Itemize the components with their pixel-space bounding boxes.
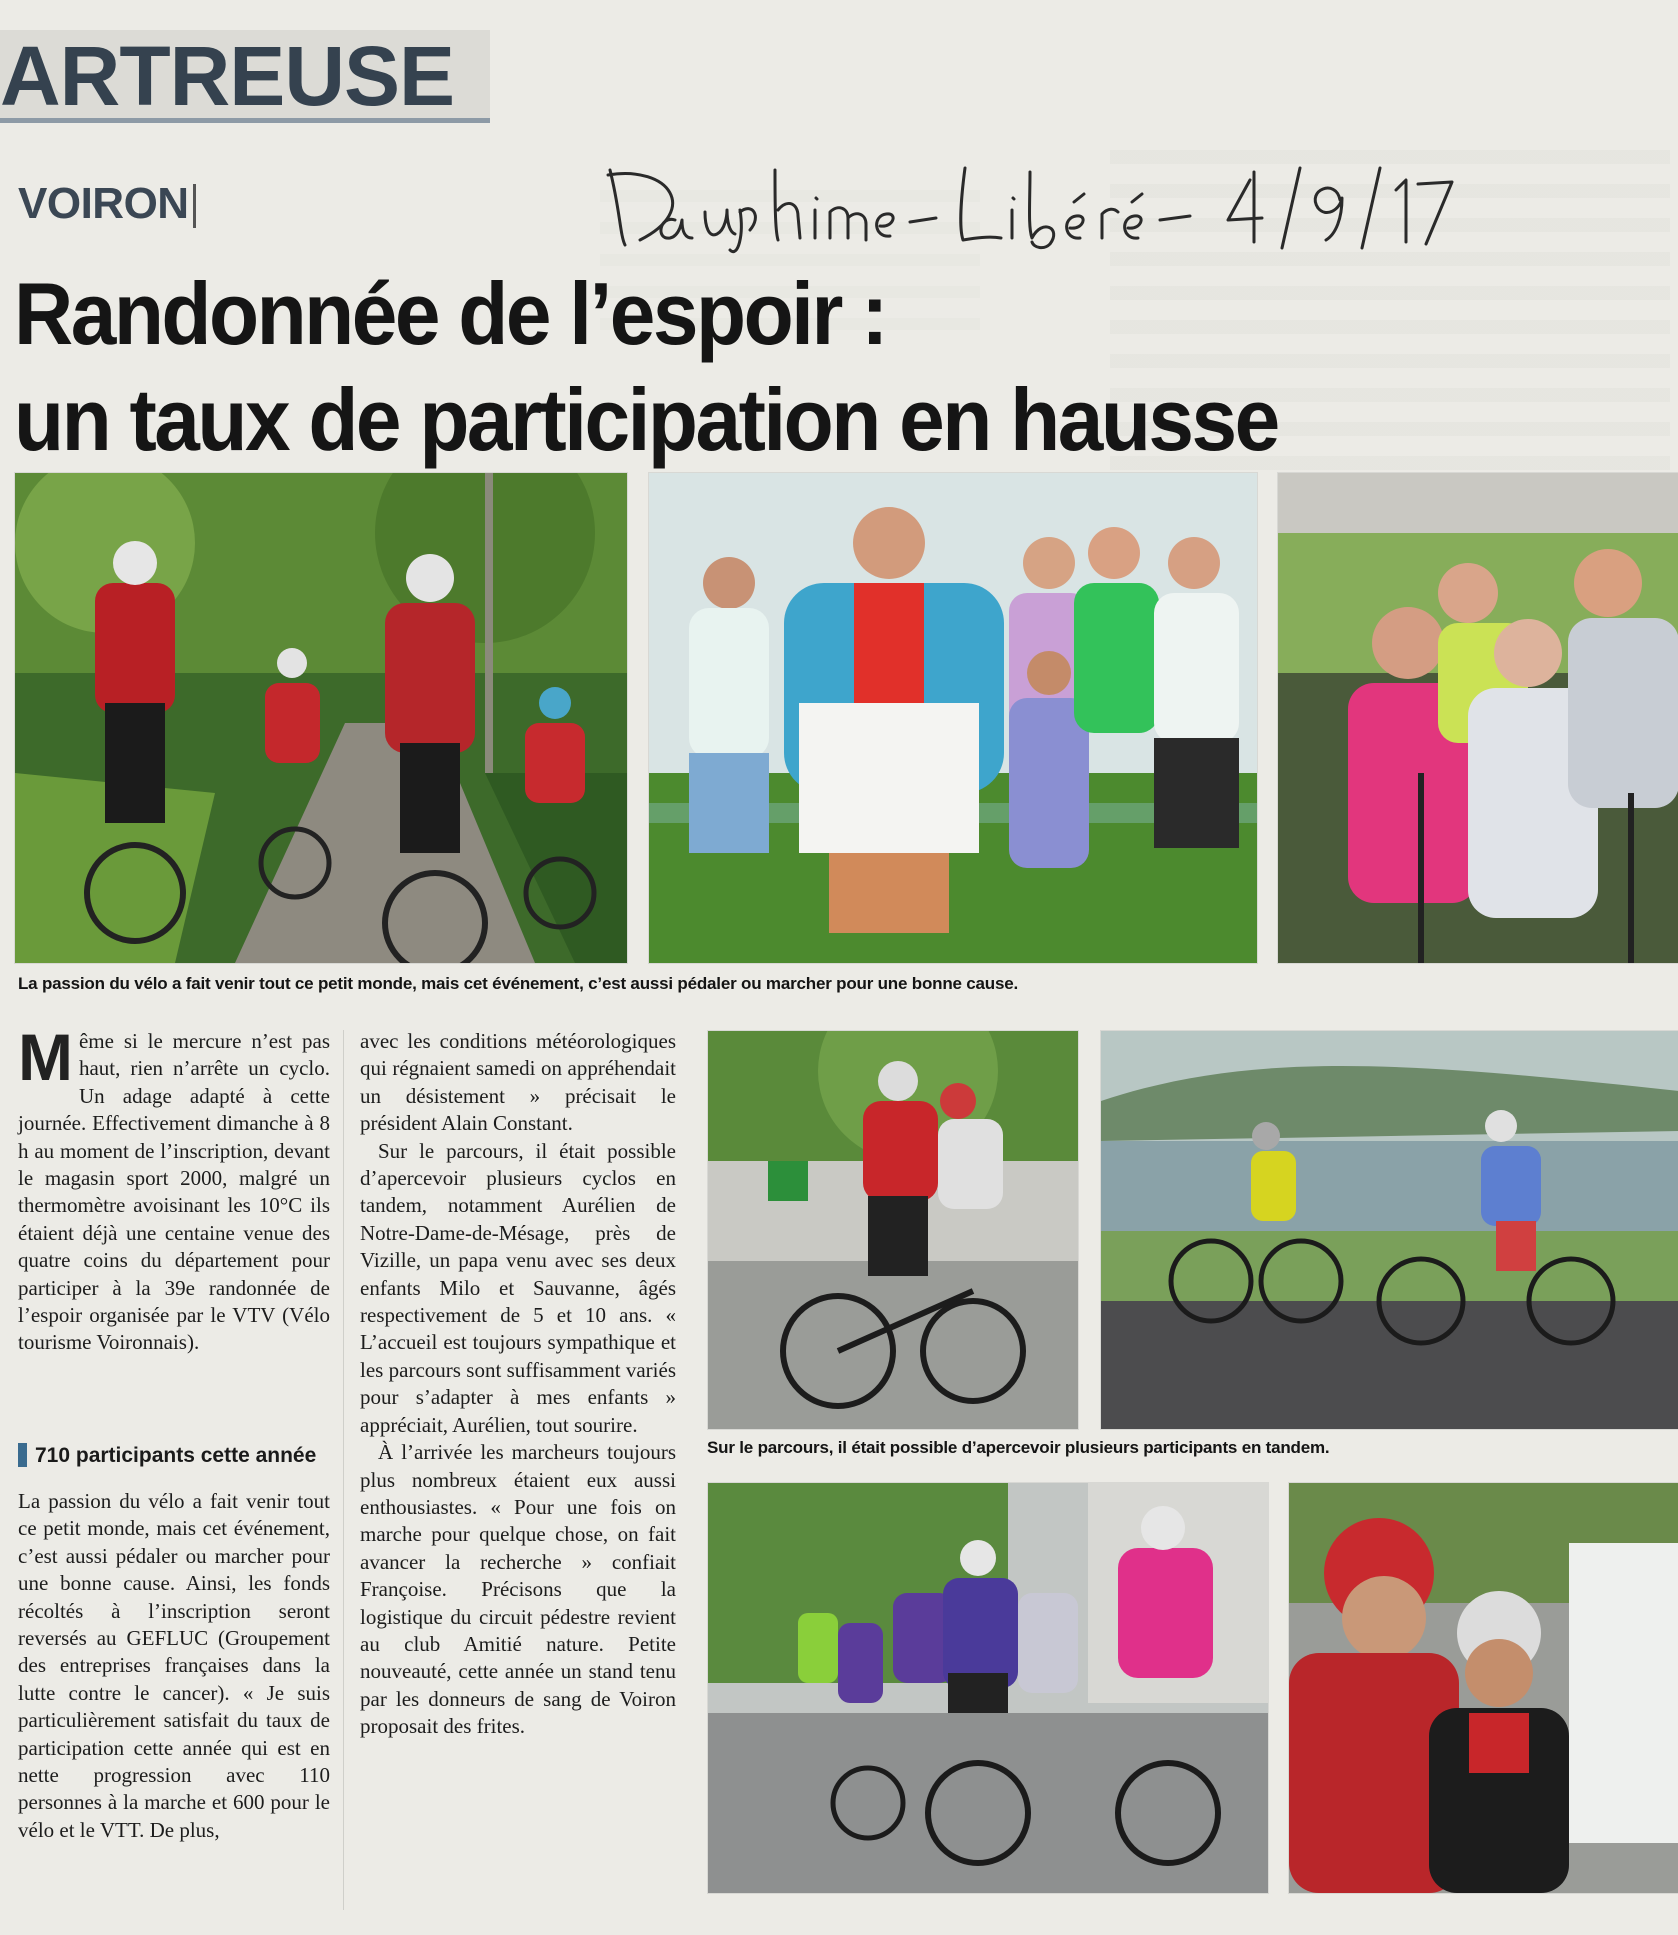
article-col1-paragraph-2: La passion du vélo a fait venir tout ce petit monde, mais cet événement, c’est aussi pédaler ou marcher pour une bonne cause. Ainsi, les fonds récoltés à l’inscription seront reversés au GEFLUC (Groupement des entreprises françaises dans la lutte contre le cancer). « Je suis particulièrement satisfait du taux de participation cette année qui est en nette progression avec 110 personnes à la marche et 600 pour le vélo et le VTT. De plus, xyxy=(18,1489,330,1842)
group-with-tshirt-icon xyxy=(649,473,1257,963)
column-divider xyxy=(343,1030,344,1910)
walkers-group-photo xyxy=(1277,472,1678,964)
cyclists-on-path-photo xyxy=(14,472,628,964)
article-col2-paragraph-2: Sur le parcours, il était possible d’apercevoir plusieurs cyclos en tandem, notamment Aurélien de Notre-Dame-de-Mésage, près de Vizille, un papa venu avec ses deux enfants Milo et Sauvanne, âgés respectivement de 5 et 10 ans. « L’accueil est toujours sympathique et les parcours sont suffisamment variés pour s’adapter à mes enfants » appréciait, Aurélien, tout sourire. xyxy=(360,1138,676,1437)
article-col2-paragraph-3: À l’arrivée les marcheurs toujours plus nombreux étaient eux aussi enthousiastes. « Pour une fois on marche pour quelque chose, on fait avancer la recherche » confiait Françoise. Précisons que la logistique du circuit pédestre revient au club Amitié nature. Petite nouveauté, cette année un stand tenu par les donneurs de sang de Voiron proposait des frites. xyxy=(360,1440,676,1739)
road-cyclists-lake-photo xyxy=(1100,1030,1678,1430)
road-cyclists-lake-icon xyxy=(1101,1031,1678,1429)
kicker-divider xyxy=(193,184,196,228)
article-subhead xyxy=(18,1442,316,1470)
tandem-cyclists-icon xyxy=(708,1031,1078,1429)
subhead-marker xyxy=(18,1443,27,1467)
group-with-tshirt-photo xyxy=(648,472,1258,964)
article-subhead-text: 710 participants cette année xyxy=(35,1444,317,1467)
cyclists-on-path-icon xyxy=(15,473,627,963)
article-column-1-continued xyxy=(18,1488,330,1844)
headline-line-2: un taux de participation en hausse xyxy=(14,371,1278,470)
article-column-2 xyxy=(360,1028,676,1741)
article-col2-paragraph-1: avec les conditions météorologiques qui régnaient samedi on appréhendait un désistement » précisait le président Alain Constant. xyxy=(360,1029,676,1136)
group-ride-street-photo xyxy=(707,1482,1269,1894)
handwritten-note-icon xyxy=(580,150,1460,260)
photo-caption-top: La passion du vélo a fait venir tout ce petit monde, mais cet événement, c’est aussi pédaler ou marcher pour une bonne cause. xyxy=(18,974,1019,993)
dropcap: M xyxy=(18,1020,73,1094)
kicker-voiron: VOIRON xyxy=(18,179,189,228)
article-col1-paragraph-1: ême si le mercure n’est pas haut, rien n’arrête un cyclo. Un adage adapté à cette journée. Effectivement dimanche à 8 h au moment de l’inscription, devant le magasin sport 2000, malgré un thermomètre avoisinant les 10°C ils étaient déjà une centaine venue des quatre coins du département pour participer à la 39e randonnée de l’espoir organisée par le VTV (Vélo tourisme Voironnais). xyxy=(18,1029,330,1355)
group-ride-street-icon xyxy=(708,1483,1268,1893)
photo-caption-middle: Sur le parcours, il était possible d’apercevoir plusieurs participants en tandem. xyxy=(707,1438,1330,1457)
tandem-cyclists-photo xyxy=(707,1030,1079,1430)
section-title: ARTREUSE xyxy=(0,29,455,123)
headline xyxy=(14,262,1454,474)
headline-line-1: Randonnée de l’espoir : xyxy=(14,265,886,364)
article-column-1 xyxy=(18,1020,330,1357)
walkers-group-icon xyxy=(1278,473,1678,963)
cyclists-closeup-photo xyxy=(1288,1482,1678,1894)
cyclists-closeup-icon xyxy=(1289,1483,1678,1893)
bleed-through-text xyxy=(500,90,509,129)
